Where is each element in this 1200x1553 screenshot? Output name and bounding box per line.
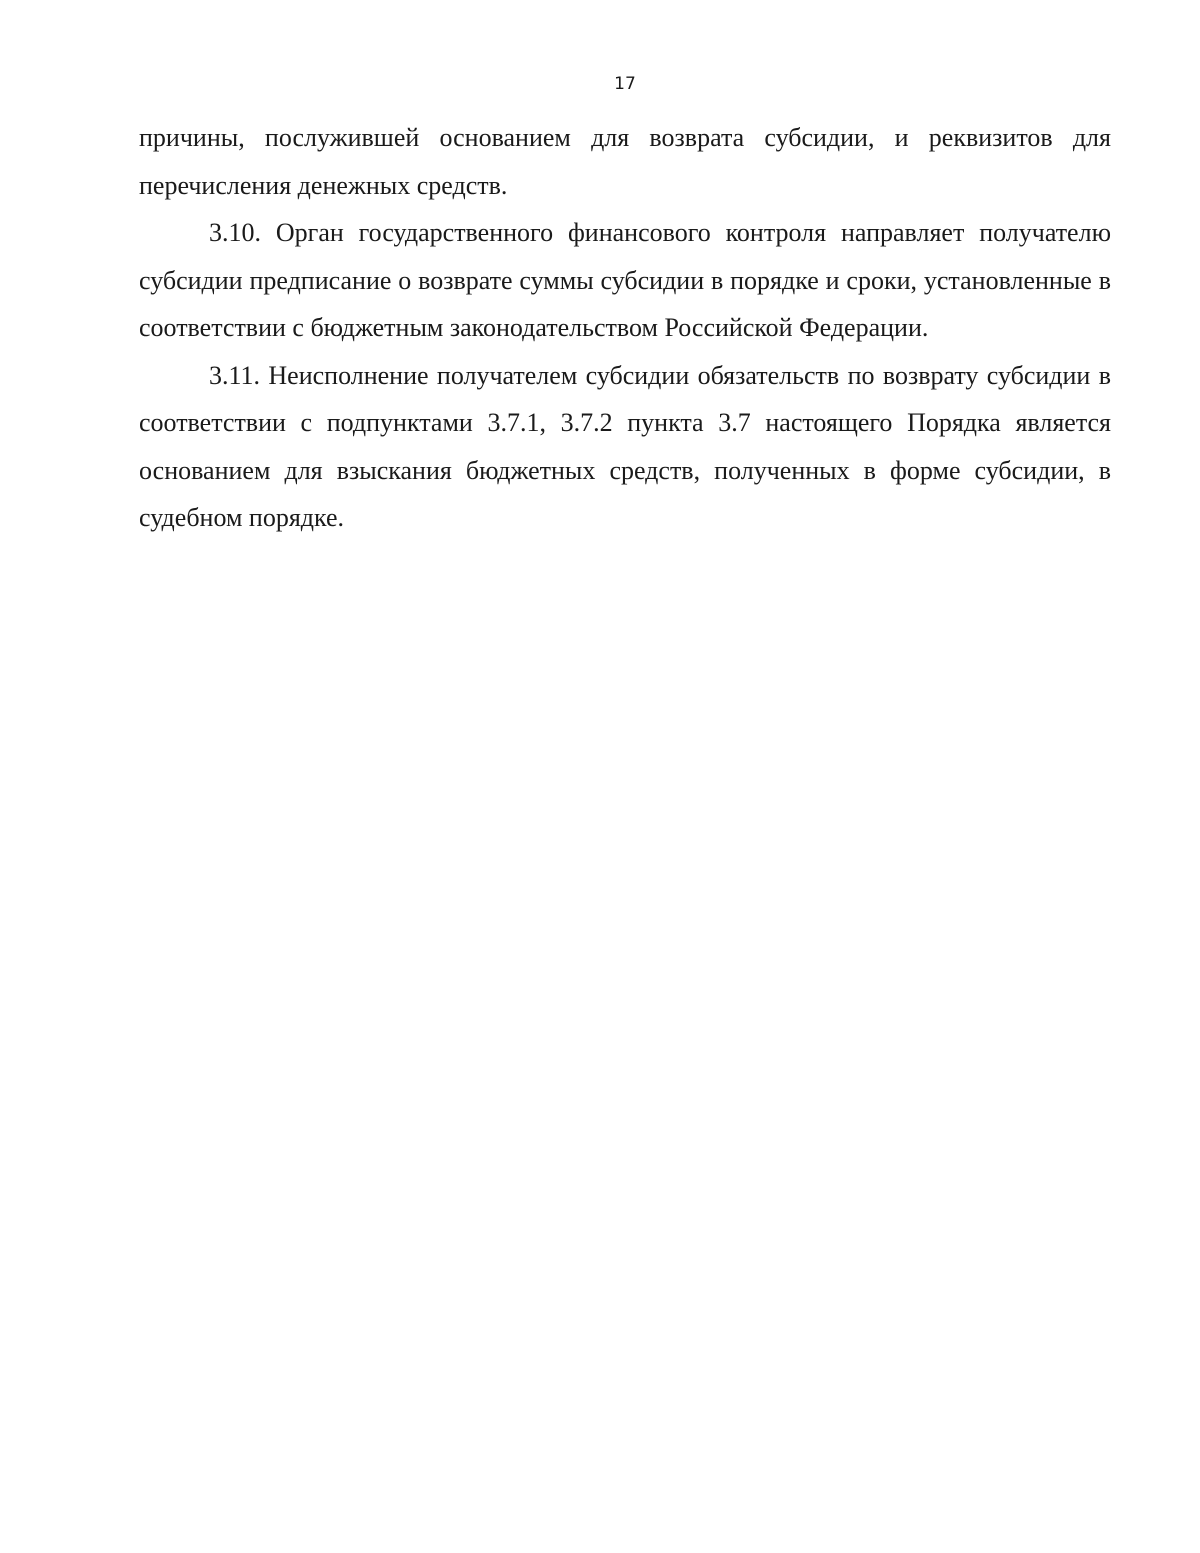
document-body: [139, 114, 1111, 542]
paragraph-clause-3-11: 3.11. Неисполнение получателем субсидии обязательств по возврату субсидии в соответствии с подпунктами 3.7.1, 3.7.2 пункта 3.7 настоящего Порядка является основанием для взыскания бюджетных средств, полученных в форме субсидии, в судебном порядке.: [139, 360, 1111, 532]
page-number: 17: [614, 74, 636, 94]
paragraph-clause-3-10: 3.10. Орган государственного финансового контроля направляет получателю субсидии предписание о возврате суммы субсидии в порядке и сроки, установленные в соответствии с бюджетным законодательством Российской Федерации.: [139, 218, 1111, 342]
paragraph-continuation: причины, послужившей основанием для возврата субсидии, и реквизитов для перечисления денежных средств.: [139, 123, 1111, 200]
